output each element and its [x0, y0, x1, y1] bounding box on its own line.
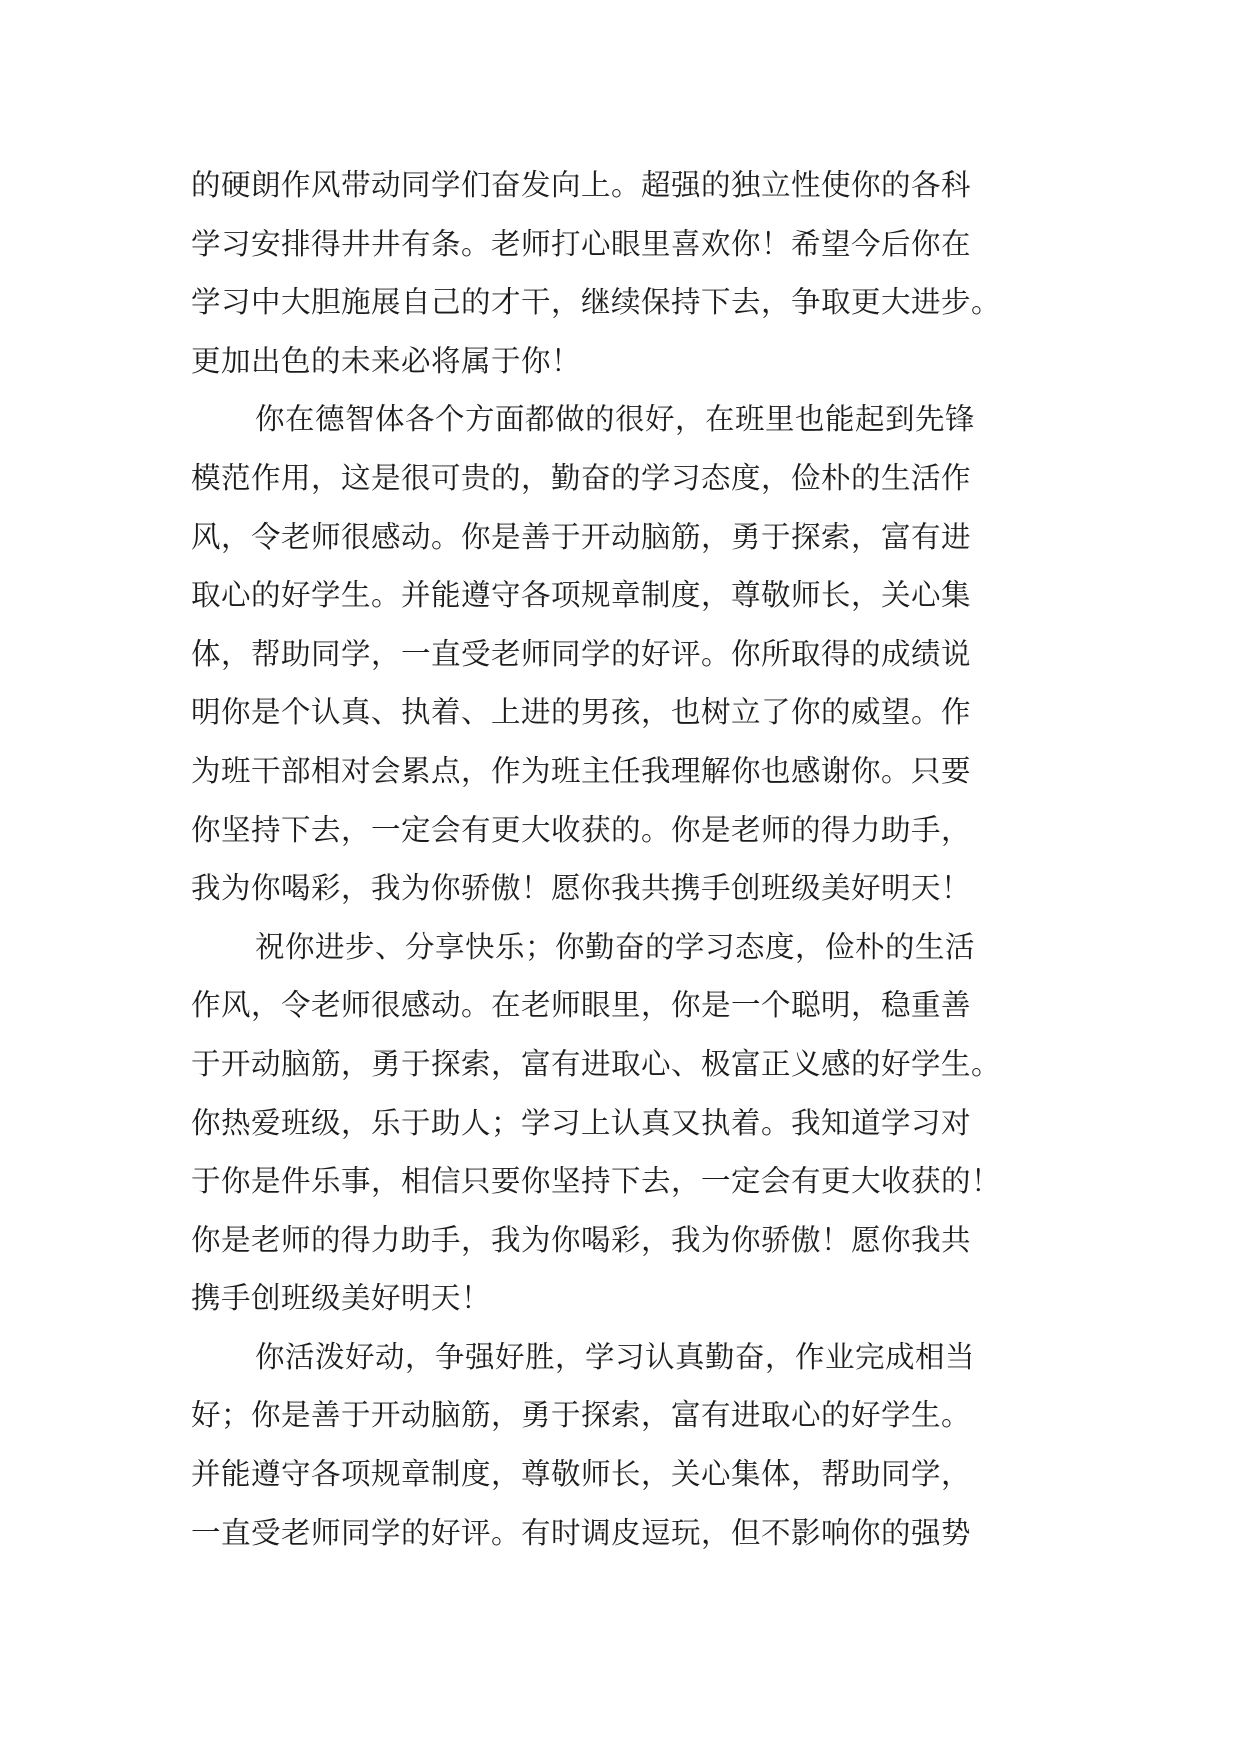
text-line: 于开动脑筋，勇于探索，富有进取心、极富正义感的好学生。 — [191, 1046, 1002, 1081]
text-line: 取心的好学生。并能遵守各项规章制度，尊敬师长，关心集 — [191, 578, 972, 613]
text-line: 你是老师的得力助手，我为你喝彩，我为你骄傲！愿你我共 — [191, 1222, 972, 1257]
paragraph-first-line: 祝你进步、分享快乐；你勤奋的学习态度，俭朴的生活 — [255, 929, 976, 964]
text-line: 为班干部相对会累点，作为班主任我理解你也感谢你。只要 — [191, 753, 972, 788]
text-line: 我为你喝彩，我为你骄傲！愿你我共携手创班级美好明天！ — [191, 871, 972, 906]
text-line: 你热爱班级，乐于助人；学习上认真又执着。我知道学习对 — [191, 1105, 972, 1140]
text-line: 一直受老师同学的好评。有时调皮逗玩，但不影响你的强势 — [191, 1515, 972, 1550]
text-line: 体，帮助同学，一直受老师同学的好评。你所取得的成绩说 — [191, 636, 972, 671]
paragraph-first-line: 你活泼好动，争强好胜，学习认真勤奋，作业完成相当 — [255, 1339, 976, 1374]
text-line: 明你是个认真、执着、上进的男孩，也树立了你的威望。作 — [191, 695, 972, 730]
text-line: 模范作用，这是很可贵的，勤奋的学习态度，俭朴的生活作 — [191, 460, 972, 495]
text-line: 学习中大胆施展自己的才干，继续保持下去，争取更大进步。 — [191, 285, 1002, 320]
text-line: 于你是件乐事，相信只要你坚持下去，一定会有更大收获的！ — [191, 1164, 1002, 1199]
text-line: 的硬朗作风带动同学们奋发向上。超强的独立性使你的各科 — [191, 168, 972, 202]
text-line: 风，令老师很感动。你是善于开动脑筋，勇于探索，富有进 — [191, 519, 972, 554]
text-line: 更加出色的未来必将属于你！ — [191, 343, 582, 378]
paragraph-first-line: 你在德智体各个方面都做的很好，在班里也能起到先锋 — [255, 402, 976, 437]
text-line: 好；你是善于开动脑筋，勇于探索，富有进取心的好学生。 — [191, 1398, 972, 1433]
text-line: 你坚持下去，一定会有更大收获的。你是老师的得力助手， — [191, 812, 972, 847]
text-line: 作风，令老师很感动。在老师眼里，你是一个聪明，稳重善 — [191, 988, 972, 1023]
text-line: 学习安排得井井有条。老师打心眼里喜欢你！希望今后你在 — [191, 226, 972, 261]
text-line: 并能遵守各项规章制度，尊敬师长，关心集体，帮助同学， — [191, 1457, 972, 1492]
text-line: 携手创班级美好明天！ — [191, 1281, 492, 1316]
comment-text-body — [191, 156, 1091, 1562]
